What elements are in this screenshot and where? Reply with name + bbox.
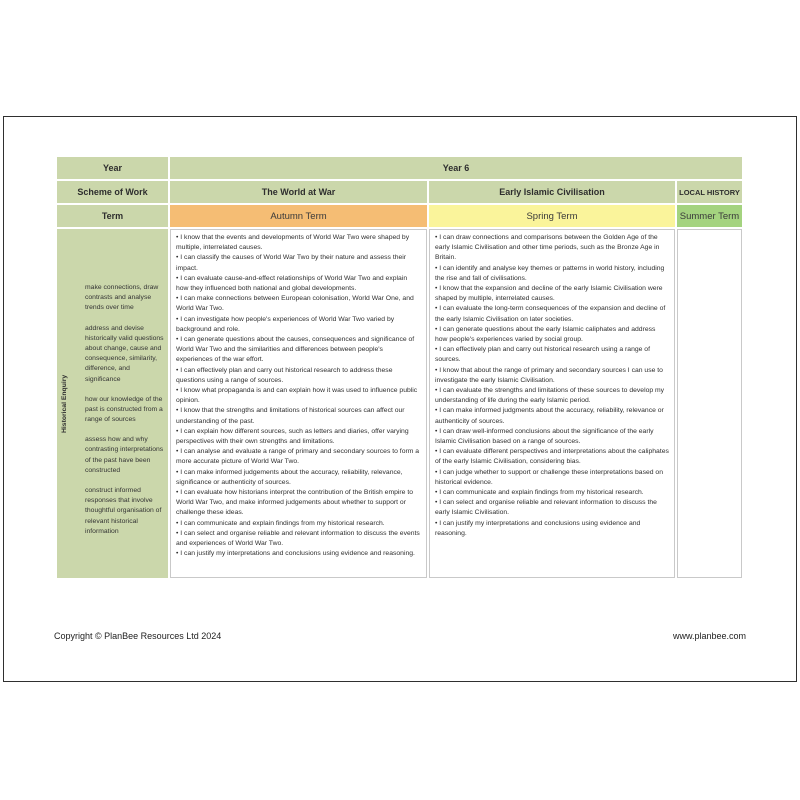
objective-statement: • I can evaluate how historians interpret the contribution of the British empire to World War Two, and make informed judgements about whether to support or challenge these ideas. [176, 488, 421, 519]
objective-statement: • I know that the strengths and limitations of historical sources can affect our understanding of the past. [176, 406, 421, 426]
footer-website-link: www.planbee.com [672, 631, 746, 641]
objective-statement: • I can evaluate cause-and-effect relationships of World War Two and explain how they influenced both national and global developments. [176, 274, 421, 294]
curriculum-table [57, 157, 742, 578]
objective-statement: • I can draw well-informed conclusions about the significance of the early Islamic Civilisation based on a range of sources. [435, 427, 669, 447]
scheme-of-work-row-label: Scheme of Work [57, 181, 168, 203]
skill-statement: address and devise historically valid questions about change, cause and consequence, similarity, difference, and significance [85, 324, 164, 383]
skill-statement: make connections, draw contrasts and analyse trends over time [85, 284, 159, 312]
objective-statement: • I can effectively plan and carry out historical research to address these questions using a range of sources. [176, 366, 421, 386]
skills-list [57, 229, 168, 537]
year-row-label: Year [57, 157, 168, 179]
objective-statement: • I can explain how different sources, such as letters and diaries, offer varying perspectives with their own strengths and limitations. [176, 427, 421, 447]
objective-statement: • I can analyse and evaluate a range of primary and secondary sources to form a more accurate picture of World War Two. [176, 447, 421, 467]
objective-statement: • I can judge whether to support or challenge these interpretations based on historical evidence. [435, 468, 669, 488]
objective-statement: • I can communicate and explain findings from my historical research. [176, 519, 421, 529]
skill-statement: assess how and why contrasting interpretations of the past have been constructed [85, 436, 164, 474]
local-history-empty-cell [677, 229, 742, 578]
scheme-early-islamic-civilisation: Early Islamic Civilisation [429, 181, 675, 203]
objective-statement: • I can draw connections and comparisons between the Golden Age of the early Islamic Civilisation and other time periods, such as the Bronze Age in Britain. [435, 233, 669, 264]
year-value: Year 6 [170, 157, 742, 179]
objective-statement: • I can classify the causes of World War Two by their nature and assess their impact. [176, 253, 421, 273]
objective-statement: • I can evaluate the strengths and limitations of these sources to develop my understanding of life during the early Islamic period. [435, 386, 669, 406]
scheme-world-at-war: The World at War [170, 181, 427, 203]
objectives-early-islamic [429, 229, 675, 578]
skills-category-label: Historical Enquiry [61, 374, 68, 433]
objective-statement: • I can select and organise reliable and relevant information to discuss the events and experiences of World War Two. [176, 529, 421, 549]
objective-statement: • I can evaluate the long-term consequences of the expansion and decline of the early Islamic Civilisation on later societies. [435, 304, 669, 324]
objective-statement: • I can evaluate different perspectives and interpretations about the caliphates of the early Islamic Civilisation, considering bias. [435, 447, 669, 467]
objective-statement: • I can generate questions about the early Islamic caliphates and address how people's experiences varied by social group. [435, 325, 669, 345]
term-row-label: Term [57, 205, 168, 227]
objective-statement: • I can investigate how people's experiences of World War Two varied by background and role. [176, 315, 421, 335]
objective-statement: • I can justify my interpretations and conclusions using evidence and reasoning. [176, 549, 421, 559]
objective-statement: • I can make informed judgments about the accuracy, reliability, relevance or authenticity of sources. [435, 406, 669, 426]
skill-statement: construct informed responses that involve thoughtful organisation of relevant historical information [85, 487, 162, 535]
objective-statement: • I can select and organise reliable and relevant information to discuss the early Islamic Civilisation. [435, 498, 669, 518]
historical-enquiry-skills-cell [57, 229, 168, 578]
objective-statement: • I know that the expansion and decline of the early Islamic Civilisation were shaped by multiple, interrelated causes. [435, 284, 669, 304]
curriculum-page [3, 116, 797, 682]
skill-statement: how our knowledge of the past is constructed from a range of sources [85, 395, 163, 424]
objective-statement: • I can generate questions about the causes, consequences and significance of World War Two and the similarities and differences between people's experiences of the war effort. [176, 335, 421, 366]
objective-statement: • I can make connections between European colonisation, World War One, and World War Two. [176, 294, 421, 314]
term-autumn: Autumn Term [170, 205, 427, 227]
objective-statement: • I can make informed judgements about the accuracy, reliability, relevance, significance or authenticity of sources. [176, 468, 421, 488]
objective-statement: • I know what propaganda is and can explain how it was used to influence public opinion. [176, 386, 421, 406]
objectives-world-at-war [170, 229, 427, 578]
objective-statement: • I know that the events and developments of World War Two were shaped by multiple, interrelated causes. [176, 233, 421, 253]
term-summer: Summer Term [677, 205, 742, 227]
footer-copyright: Copyright © PlanBee Resources Ltd 2024 [54, 631, 222, 641]
objective-statement: • I can identify and analyse key themes or patterns in world history, including the rise and fall of civilisations. [435, 264, 669, 284]
scheme-local-history: LOCAL HISTORY [677, 181, 742, 203]
objective-statement: • I can effectively plan and carry out historical research using a range of sources. [435, 345, 669, 365]
objective-statement: • I know that about the range of primary and secondary sources I can use to investigate the early Islamic Civilisation. [435, 366, 669, 386]
objective-statement: • I can communicate and explain findings from my historical research. [435, 488, 669, 498]
objective-statement: • I can justify my interpretations and conclusions using evidence and reasoning. [435, 519, 669, 539]
term-spring: Spring Term [429, 205, 675, 227]
